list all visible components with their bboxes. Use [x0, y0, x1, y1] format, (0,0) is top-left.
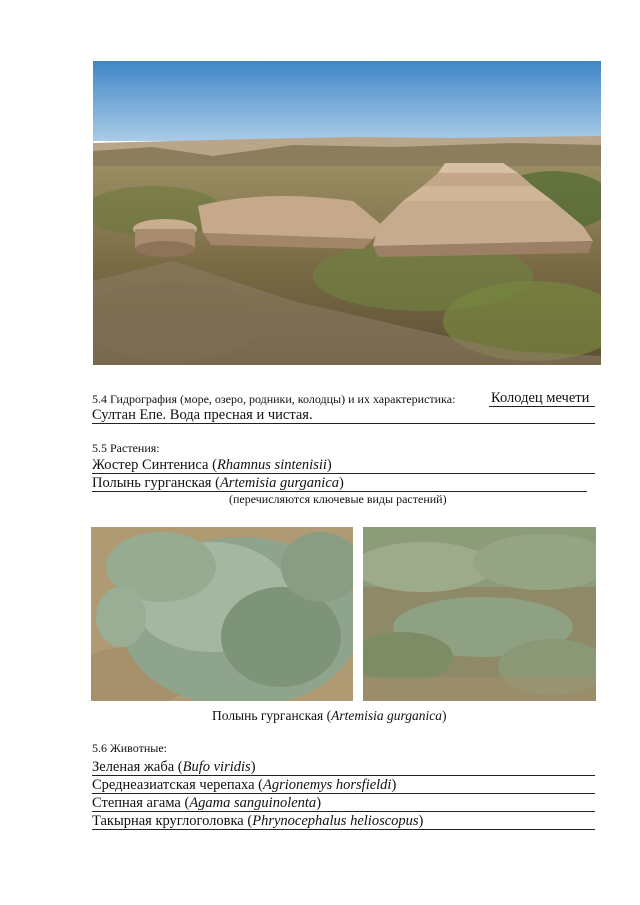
animal-underline	[92, 775, 595, 776]
animal-underline	[92, 829, 595, 830]
plant-latin: Rhamnus sintenisii	[216, 457, 327, 473]
plant-item: Полынь гурганская (Artemisia gurganica)	[92, 475, 344, 491]
animal-item: Степная агама (Agama sanguinolenta)	[92, 795, 322, 811]
hydrography-label: 5.4 Гидрография (море, озеро, родники, колодцы) и их характеристика:	[92, 392, 456, 406]
plant-name: Жостер Синтениса	[92, 457, 209, 473]
animal-latin: Phrynocephalus helioscopus	[252, 813, 419, 829]
animal-item: Такырная круглоголовка (Phrynocephalus helioscopus)	[92, 813, 424, 829]
photo-caption: Полынь гурганская (Artemisia gurganica)	[212, 708, 447, 723]
caption-latin: Artemisia gurganica	[331, 708, 442, 723]
plants-note: (перечисляются ключевые виды растений)	[229, 492, 447, 506]
plant-underline	[92, 473, 595, 474]
caption-name: Полынь гурганская	[212, 708, 324, 723]
wormwood-closeup-photo	[91, 527, 353, 701]
animals-heading: 5.6 Животные:	[92, 741, 167, 755]
animal-latin: Agama sanguinolenta	[189, 795, 317, 811]
plant-item: Жостер Синтениса (Rhamnus sintenisii)	[92, 457, 332, 473]
animal-latin: Agrionemys horsfieldi	[262, 777, 392, 793]
animal-latin: Bufo viridis	[182, 759, 251, 775]
animal-name: Степная агама	[92, 795, 181, 811]
animal-name: Такырная круглоголовка	[92, 813, 244, 829]
hydrography-value-line1: Колодец мечети	[491, 390, 590, 406]
steppe-photo	[93, 61, 601, 365]
plant-latin: Artemisia gurganica	[219, 475, 340, 491]
plants-heading: 5.5 Растения:	[92, 441, 160, 455]
plant-name: Полынь гурганская	[92, 475, 212, 491]
animal-item: Зеленая жаба (Bufo viridis)	[92, 759, 256, 775]
hydrography-value-line2: Султан Епе. Вода пресная и чистая.	[92, 407, 313, 423]
hydrography-underline-1	[489, 406, 595, 407]
animal-name: Среднеазиатская черепаха	[92, 777, 255, 793]
wormwood-field-photo	[363, 527, 596, 701]
animal-name: Зеленая жаба	[92, 759, 175, 775]
animal-underline	[92, 793, 595, 794]
animal-item: Среднеазиатская черепаха (Agrionemys horsfieldi)	[92, 777, 397, 793]
hydrography-underline-2	[92, 423, 595, 424]
animal-underline	[92, 811, 595, 812]
